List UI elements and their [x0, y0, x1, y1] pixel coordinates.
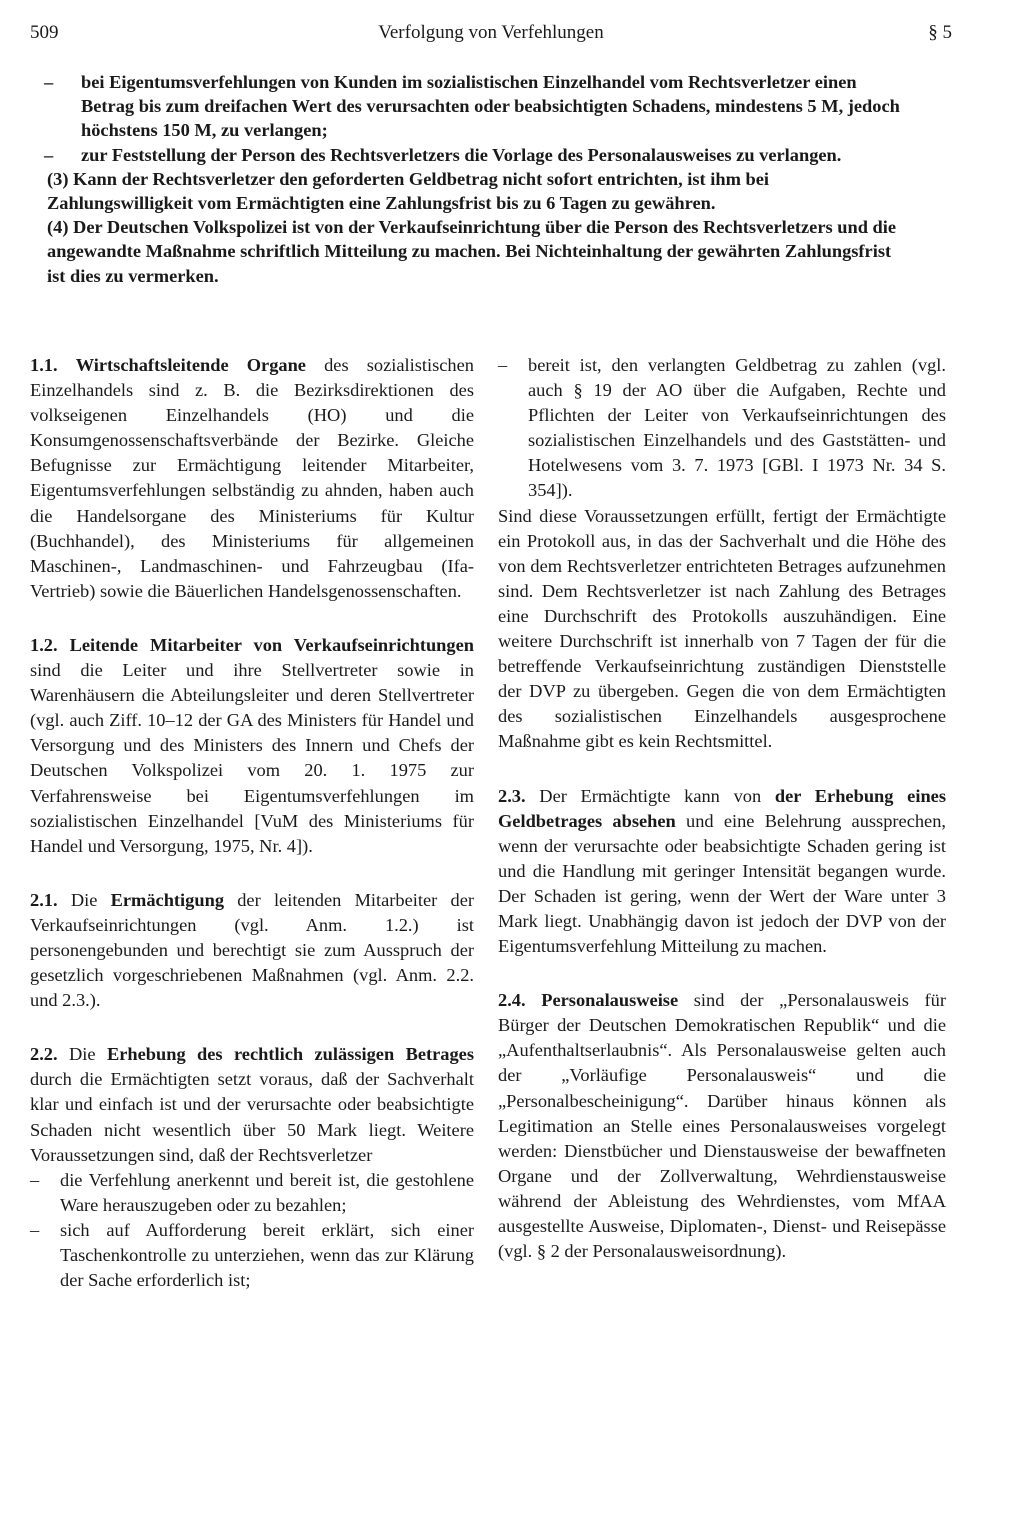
note-text: und eine Belehrung aussprechen, wenn der verursachte oder beabsichtigte Schaden gering ist und die Handlung mit geringer Intensität begangen wurde. Der Schaden ist gering, wenn der Wert der Ware unter 3 Mark liegt. Unabhängig davon ist jedoch der DVP von der Eigentumsverfehlung Mitteilung zu machen. [498, 810, 947, 957]
note-text: des sozialistischen Einzelhandels sind z. B. die Bezirksdirektionen des volkseigenen Einzelhandels (HO) und die Konsumgenossenschaftsverbände der Bezirke. Gleiche Befugnisse zur Ermächtigung leitender Mitarbeiter, Eigentumsverfehlungen selbständig zu ahnden, haben auch die Handelsorgane des Ministeriums für Kultur (Buchhandel), des Ministeriums für allgemeinen Maschinen-, Landmaschinen- und Fahrzeugbau (Ifa-Vertrieb) sowie die Bäuerlichen Handelsgenossenschaften. [30, 355, 474, 601]
statute-paragraph-4: (4) Der Deutschen Volkspolizei ist von der Verkaufseinrichtung über die Person des Rechtsverletzers und die angewandte Maßnahme schriftlich Mitteilung zu machen. Bei Nichteinhaltung der gewährten Zahlungsfrist ist dies zu vermerken. [47, 217, 897, 286]
statute-paragraph-3: (3) Kann der Rechtsverletzer den geforderten Geldbetrag nicht sofort entrichten, ist ihm bei Zahlungswilligkeit vom Ermächtigten eine Zahlungsfrist bis zu 6 Tagen zu gewähren. [47, 168, 770, 214]
section-mark: § 5 [928, 22, 952, 43]
note-number: 2.2. [30, 1044, 58, 1065]
note-text: sind die Leiter und ihre Stellvertreter sowie in Warenhäusern die Abteilungsleiter und deren Stellvertreter (vgl. auch Ziff. 10–12 der GA des Ministers für Handel und Versorgung und des Ministers des Innern und Chefs der Deutschen Volkspolizei vom 20. 1. 1975 zur Verfahrensweise bei Eigentumsverfehlungen im sozialistischen Einzelhandel [VuM des Ministeriums für Handel und Versorgung, 1975, Nr. 4]). [30, 660, 474, 856]
note-2-2-paragraph: Sind diese Voraussetzungen erfüllt, fertigt der Ermächtigte ein Protokoll aus, in das der Sachverhalt und die Höhe des von dem Rechtsverletzer entrichteten Betrages aufzunehmen sind. Dem Rechtsverletzer ist nach Zahlung des Betrages eine Durchschrift des Protokolls auszuhändigen. Eine weitere Durchschrift ist innerhalb von 7 Tagen der für die betreffende Verkaufseinrichtung zuständigen Dienststelle der DVP zu übergeben. Gegen die von dem Ermächtigten des sozialistischen Einzelhandels ausgesprochene Maßnahme gibt es kein Rechtsmittel. [498, 505, 946, 752]
dash-bullet: – [30, 1219, 40, 1240]
dash-bullet: – [44, 72, 54, 92]
page-header [30, 22, 952, 48]
note-1-2 [30, 633, 474, 859]
page-number: 509 [30, 22, 59, 43]
note-text-pre: Die [57, 889, 111, 910]
note-number: 1.2. [30, 634, 58, 655]
note-keyword: Leitende Mitarbeiter von Verkaufseinrichtungen [69, 634, 474, 655]
statute-dash-item [44, 70, 914, 143]
note-2-2-continued [498, 353, 946, 755]
note-number: 2.4. [498, 990, 526, 1011]
list-item [30, 1218, 474, 1293]
note-keyword: Wirtschaftsleitende Organe [75, 355, 306, 375]
note-text: sind der „Personalausweis für Bürger der Deutschen Demokratischen Republik“ und die „Aufenthaltserlaubnis“. Als Personalausweise gelten auch der „Vorläufige Personalausweis“ und die „Personalbescheinigung“. Darüber hinaus können als Legitimation an Stelle eines Personalausweises vorgelegt werden: Dienstbücher und Dienstausweise der bewaffneten Organe und der Zollverwaltung, Wehrdienstausweise während der Ableistung des Wehrdienstes, vom MfAA ausgestellte Ausweise, Diplomaten-, Dienst- und Reisepässe (vgl. § 2 der Personalausweisordnung). [498, 990, 946, 1262]
dash-bullet: – [44, 144, 54, 165]
note-2-2 [30, 1042, 474, 1293]
dash-bullet: – [30, 1169, 40, 1190]
note-text-pre: Der Ermächtigte kann von [525, 785, 775, 806]
note-keyword: Ermächtigung [110, 889, 225, 910]
note-2-4 [498, 988, 946, 1264]
commentary-right-column [498, 353, 946, 1293]
statute-dash-item [44, 143, 914, 167]
note-1-1 [30, 353, 474, 604]
list-item-text: sich auf Aufforderung bereit erklärt, sich einer Taschenkontrolle zu unterziehen, wenn das zur Klärung der Sache erforderlich ist; [60, 1219, 474, 1291]
note-number: 1.1. [30, 355, 58, 375]
note-number: 2.3. [498, 785, 526, 806]
commentary-left-column [30, 353, 474, 1322]
note-keyword: Erhebung des rechtlich zulässigen Betrages [106, 1044, 474, 1065]
note-text: durch die Ermächtigten setzt voraus, daß der Sachverhalt klar und einfach ist und der verursachte oder beabsichtigte Schaden nicht wesentlich über 50 Mark liegt. Weitere Voraussetzungen sind, daß der Rechtsverletzer [30, 1069, 474, 1165]
running-title: Verfolgung von Verfehlungen [378, 22, 604, 43]
dash-bullet: – [498, 355, 508, 375]
list-item-text: bereit ist, den verlangten Geldbetrag zu zahlen (vgl. auch § 19 der AO über die Aufgaben, Rechte und Pflichten der Leiter von Verkaufseinrichtungen des sozialistischen Einzelhandels und des Gaststätten- und Hotelwesens vom 3. 7. 1973 [GBl. I 1973 Nr. 34 S. 354]). [528, 355, 946, 501]
list-item [30, 1168, 474, 1218]
list-item-text: die Verfehlung anerkennt und bereit ist, die gestohlene Ware herauszugeben oder zu bezahlen; [60, 1169, 474, 1215]
statute-dash-text: bei Eigentumsverfehlungen von Kunden im sozialistischen Einzelhandel vom Rechtsverletzer einen Betrag bis zum dreifachen Wert des verursachten oder beabsichtigten Schadens, mindestens 5 M, jedoch höchstens 150 M, zu verlangen; [81, 72, 900, 141]
statute-text [44, 70, 914, 288]
statute-dash-text: zur Feststellung der Person des Rechtsverletzers die Vorlage des Personalausweises zu verlangen. [81, 144, 842, 165]
note-text: der leitenden Mitarbeiter der Verkaufseinrichtungen (vgl. Anm. 1.2.) ist personengebunden und berechtigt sie zum Ausspruch der gesetzlich vorgeschriebenen Maßnahmen (vgl. Anm. 2.2. und 2.3.). [30, 889, 474, 1011]
note-2-1 [30, 888, 474, 1013]
note-keyword: der Erhebung eines Geldbetrages absehen [498, 785, 946, 831]
note-2-3 [498, 784, 946, 960]
note-number: 2.1. [30, 889, 58, 910]
list-item [498, 353, 946, 504]
note-keyword: Personalausweise [541, 990, 679, 1011]
note-text-pre: Die [57, 1044, 107, 1065]
